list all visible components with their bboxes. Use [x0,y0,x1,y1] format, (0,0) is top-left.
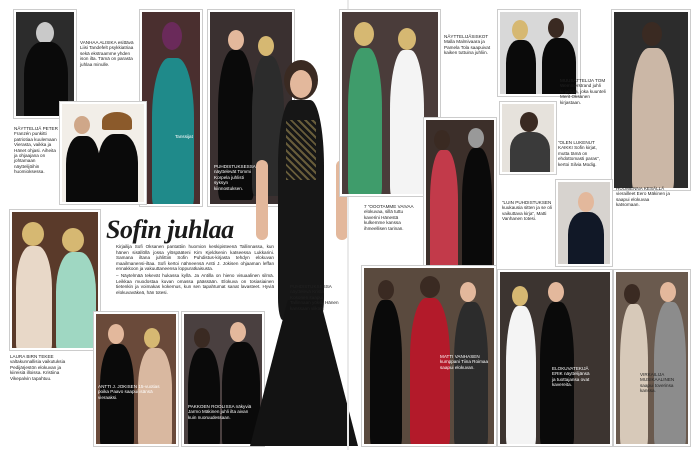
krista-gown-train [250,300,358,446]
caption-erik: ELOKUVATEKIJÄ ERIK näyttelijänsä ja tuottajansa ovat kavereita. [552,366,590,388]
photo-matti-vanhanen [556,180,612,266]
photo-musikaali-couple [614,270,690,446]
photo-peter-franzen [60,102,146,204]
photo-ootamme [424,118,496,274]
caption-antti: ANTTI J. JOKISEN 15-vuotias poika Paavo saapui isänsä vieraaksi. [98,384,160,400]
krista-gown-lace [286,120,316,180]
photo-teal-dress [140,10,202,206]
body-paragraph-1: Kirjailija Sofi Oksanen pantattiin huomion keskipisteenä Tallinnassa, kun hänen sisällöllä jossa ylöspääteni Kim Kjeldsenin katseessa Lukkarini. Samana iltana juhlittiin Sofin Puhdistus-kirjasta tehdyn elokuvan maailmanensi-iltaa. Sofi kertoi nähneensä Antti J. Jokisen ohjaaman leffan ennakkoon ja vakuuttaneensa loppuratkaisusta. [116,244,274,272]
caption-ootamme: 7 ”OOOTAMME VAIVAA elokuvaa, sillä tuttu kaverini Hänestä kulkemme kanssa ihmeellisen tarinan. [364,204,414,231]
photo-silvia-modig [500,102,556,174]
caption-jarmo: PAKKOEN ROOLISSA näkyviä Jarmo Mäkinen juhli ilta aivan kuin nuoruudessaan. [188,404,252,420]
photo-erik-group [498,270,612,446]
body-paragraph-2: – Näytelmää tekevät hukassa kyllä. Ja Antilla on hieno visuaalinen silmä. Leikkaa muodostaa kuvan omassa päässään. Elokuva on tosiasiainen tietenkin ja voimakas kokemus, kun sen tapahtumat sanat lavasteet. Hyviä elokuvaväkeä, hän totesi. [116,272,274,295]
caption-eero: HUOMENNA KESÄLLÄ vierailleet Eero Mäkinen ja saapui elokuvaa katsomaan. [616,186,670,208]
caption-matti-partner: MATTI VANHASEN kumppani Tiina Roimaa saapui elokuvan. [440,354,489,370]
caption-musikaali: VIRKAILIJA MUSIKAALINEN saapui toverinsa kanssa. [640,372,675,394]
caption-tom: MUUSATTELIJA TOM Wemmerstrand juhli kirjailijaa, joka kuunteli Merit Oksanen kirjastaan. [560,78,606,105]
caption-tommi: PUHDISTUKSESSA näyttelevät Tommi Korpela juhlisti syksyn kiinnostuksen. [214,164,256,191]
article-headline: Sofin juhlaa [106,215,234,244]
photo-laura-birn [10,210,100,350]
caption-peter: NÄYTTELIJÄ PETER Franzén punkitti patriotiaa kuulemaan Vierasta, vaikka ja Hänet ohjasi. Aiheita ja ohjaajana on johtamaan näyttelijöihin huomioksessa. [14,126,58,175]
caption-teal: Tanssijat [175,134,193,139]
caption-krista: PUHDISTUKSESSA näyttelevä Krista Kosonen saapui Tallinnaan yöksi. Hänen kanssaan viikon. [290,284,339,311]
caption-matti: ”LUIN PUHDISTUKSEN kuukausia sitten ja se oli vaikuttava kirja”, Matti Vanhanen totesi. [502,200,552,222]
caption-liisi: VANHAA ALISIKA esittävä Liisi Tandefelt psykkiatriaa sekä ekstraamme yhden ison ilta. Tämä on parasta juhlaa minulle. [80,40,134,67]
caption-silvia: ”OLEN LUKENUT KAIKKI Sofin kirjat, mutta tämä on ehdottomasti paras”, kertoi Silvia Modig. [558,140,600,167]
caption-laura: LAURA BIRN TEKEE valtakunnallisia vaikutuksia Pedijärjestön elokuvan ja kiireisiä illoissa. Kristiina Vikepalvin tapahtuu. [10,354,66,381]
photo-woman-gray-dress [612,10,690,190]
photo-antti-jokinen [94,312,178,446]
caption-malla-pamela: NÄYTTELIJÄSISKOT Malla Malmivaara ja Pamela Tola saapuivat kaiken tuttuina juhliin. [444,34,491,56]
